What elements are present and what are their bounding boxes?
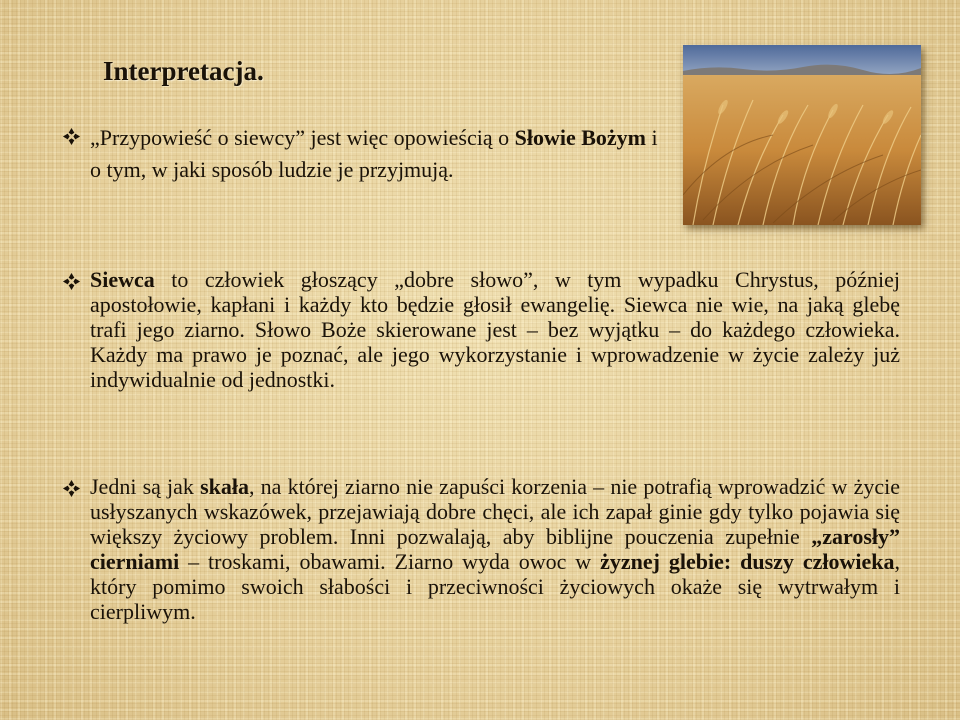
slide-title: Interpretacja.: [103, 56, 264, 86]
bold-text-run: Słowie Bożym: [514, 125, 646, 150]
bullet-text: [90, 122, 662, 186]
bullet-item: [62, 474, 900, 624]
bold-text-run: żyznej glebie: duszy człowieka: [600, 549, 895, 574]
bold-text-run: „zarosły” cierniami: [90, 524, 900, 574]
text-run: i o tym, w jaki sposób ludzie je przyjmują.: [90, 125, 658, 182]
bullet-item: [62, 122, 662, 186]
diamond-bullet-icon: [62, 479, 81, 498]
text-run: , który pomimo swoich słabości i przeciwności życiowych okaże się wytrwałym i cierpliwym.: [90, 549, 901, 624]
bold-text-run: skała: [200, 474, 250, 499]
wheat-field-picture: [683, 45, 921, 225]
diamond-bullet-icon: [62, 127, 81, 146]
bold-text-run: Siewca: [90, 267, 155, 292]
text-run: „Przypowieść o siewcy” jest więc opowieścią o: [90, 125, 515, 150]
bullet-item: [62, 267, 900, 392]
text-run: Jedni są jak: [90, 474, 201, 499]
diamond-bullet-icon: [62, 272, 81, 291]
wheat-field-image: [683, 45, 921, 225]
bullet-text: [90, 474, 900, 624]
text-run: to człowiek głoszący „dobre słowo”, w tym wypadku Chrystus, później apostołowie, kapłani i każdy kto będzie głosił ewangelię. Siewca nie wie, na jaką glebę trafi jego ziarno. Słowo Boże skierowane jest – bez wyjątku – do każdego człowieka. Każdy ma prawo je poznać, ale jego wykorzystanie i wprowadzenie w życie zależy już indywidualnie od jednostki.: [90, 267, 900, 392]
text-run: – troskami, obawami. Ziarno wyda owoc w: [179, 549, 601, 574]
text-run: , na której ziarno nie zapuści korzenia – nie potrafią wprowadzić w życie usłyszanych wskazówek, przejawiają dobre chęci, ale ich zapał ginie gdy tylko pojawia się większy życiowy problem. Inni pozwalają, aby biblijne pouczenia zupełnie: [90, 474, 900, 549]
bullet-text: [90, 267, 900, 392]
